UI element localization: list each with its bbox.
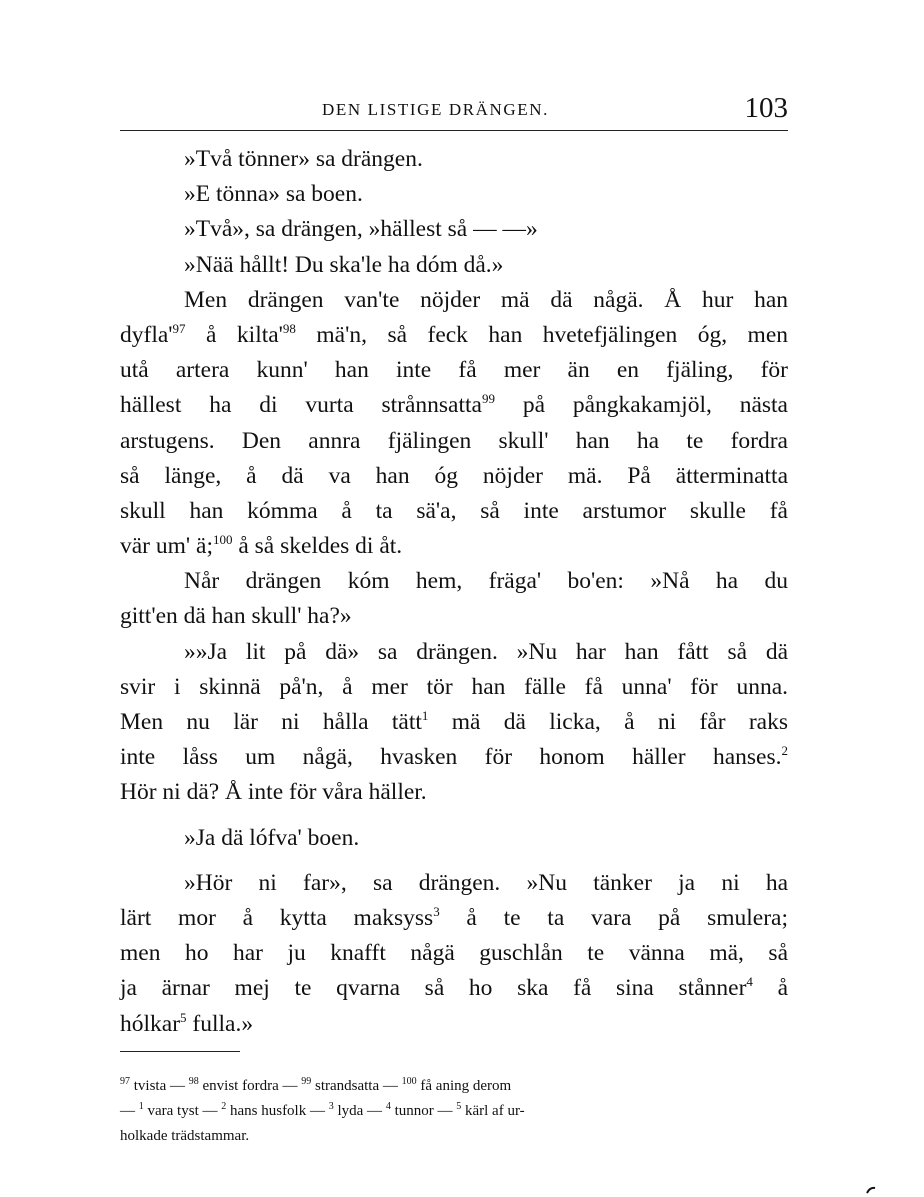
paragraph-gap [120, 856, 788, 866]
footnote-text: lyda — [333, 1103, 386, 1119]
footnote-number: 97 [120, 1076, 130, 1087]
line-segment: mä'n, så feck han hvetefjälingen óg, men [295, 321, 788, 348]
page-number: 103 [744, 92, 788, 124]
footnote-ref: 97 [172, 320, 186, 336]
footnote-text: vara tyst — [143, 1103, 222, 1119]
footnote-ref: 4 [746, 974, 753, 990]
text-line: Når drängen kóm hem, fräga' bo'en: »Nå ha du [184, 568, 788, 595]
footnote-text: kärl af ur- [461, 1103, 525, 1119]
text-line: Hör ni dä? Å inte för våra häller. [120, 779, 427, 806]
footnote-number: 2 [221, 1101, 227, 1112]
line-segment: inte låss um någä, hvasken för honom häller hanses. [120, 744, 782, 771]
text-line [120, 971, 788, 1006]
line-segment: fulla.» [186, 1010, 254, 1037]
line-segment: dyfla' [120, 321, 173, 348]
paragraph-gap [120, 811, 788, 821]
text-line: så länge, å dä va han óg nöjder mä. På ätterminatta [120, 462, 788, 489]
text-line [120, 705, 788, 740]
text-line [120, 388, 788, 423]
footnote-divider [120, 1051, 240, 1052]
footnote-number: 100 [401, 1076, 417, 1087]
footnote-line: holkade trädstammar. [120, 1128, 250, 1144]
footnote-ref: 98 [282, 320, 296, 336]
footnote-number: 1 [138, 1101, 144, 1112]
line-segment: mä dä licka, å ni får raks [428, 709, 788, 735]
text-line: »Hör ni far», sa drängen. »Nu tänker ja ni ha [184, 869, 788, 896]
line-segment: å så skeldes di åt. [232, 533, 403, 560]
line-segment: hólkar [120, 1010, 181, 1037]
text-line: svir i skinnä på'n, å mer tör han fälle få unna' för unna. [120, 673, 788, 700]
line-segment: å kilta' [185, 321, 283, 348]
footnote-number: 98 [188, 1076, 199, 1087]
running-title: DEN LISTIGE DRÄNGEN. [322, 100, 550, 119]
text-line: utå artera kunn' han inte få mer än en fjäling, för [120, 357, 788, 384]
text-line: »Nää hållt! Du ska'le ha dóm då.» [184, 251, 504, 278]
footnote-ref: 3 [433, 903, 440, 919]
line-segment: å te ta vara på smulera; [439, 904, 788, 931]
footnote-ref: 5 [180, 1009, 187, 1025]
text-line: arstugens. Den annra fjälingen skull' han ha te fordra [120, 427, 788, 454]
footnote-number: 99 [301, 1076, 312, 1087]
text-line: »Två tönner» sa drängen. [184, 146, 423, 172]
page-header [120, 92, 788, 131]
text-line: men ho har ju knafft någä guschlån te vänna mä, så [120, 940, 788, 967]
text-line: »»Ja lit på dä» sa drängen. »Nu har han fått så dä [184, 638, 788, 665]
ink-smudge [866, 1186, 876, 1194]
footnote-text: tunnor — [390, 1103, 457, 1119]
footnote-ref: 99 [481, 391, 495, 407]
line-segment: ja ärnar mej te qvarna så ho ska få sina stånner [120, 975, 747, 1002]
line-segment: å [752, 975, 789, 1002]
footnote-text: få aning derom [416, 1078, 512, 1094]
line-segment: hällest ha di vurta strånnsatta [120, 392, 482, 419]
text-line [120, 318, 788, 353]
footnote-number: 4 [385, 1101, 391, 1112]
footnote-text: envist fordra — [198, 1078, 302, 1094]
line-segment: Men nu lär ni hålla tätt [120, 709, 422, 735]
footnote-ref: 2 [781, 743, 788, 759]
footnote-number: 5 [456, 1101, 462, 1112]
text-line: skull han kómma å ta sä'a, så inte arstumor skulle få [120, 497, 788, 524]
text-line: gitt'en dä han skull' ha?» [120, 603, 352, 630]
main-text [120, 142, 788, 1042]
text-line [120, 1007, 788, 1042]
footnote-line [120, 1074, 788, 1099]
footnotes [120, 1074, 788, 1149]
text-line: »E tönna» sa boen. [184, 181, 363, 208]
footnote-text: strandsatta — [311, 1078, 402, 1094]
text-line [120, 529, 788, 564]
text-line: »Två», sa drängen, »hällest så — —» [184, 216, 538, 243]
footnote-text: hans husfolk — [226, 1103, 329, 1119]
footnote-text: tvista — [130, 1078, 189, 1094]
line-segment: vär um' ä; [120, 533, 213, 560]
footnote-dash: — [120, 1103, 139, 1119]
text-line: »Ja dä lófva' boen. [184, 824, 360, 851]
footnote-line [120, 1099, 788, 1124]
footnote-ref: 100 [212, 532, 233, 548]
line-segment: på pångkakamjöl, nästa [494, 392, 788, 419]
text-line [120, 740, 788, 775]
line-segment: lärt mor å kytta maksyss [120, 904, 434, 931]
text-line [120, 901, 788, 936]
footnote-number: 3 [328, 1101, 334, 1112]
text-line: Men drängen van'te nöjder mä dä någä. Å hur han [184, 286, 788, 313]
footnote-ref: 1 [421, 708, 429, 723]
